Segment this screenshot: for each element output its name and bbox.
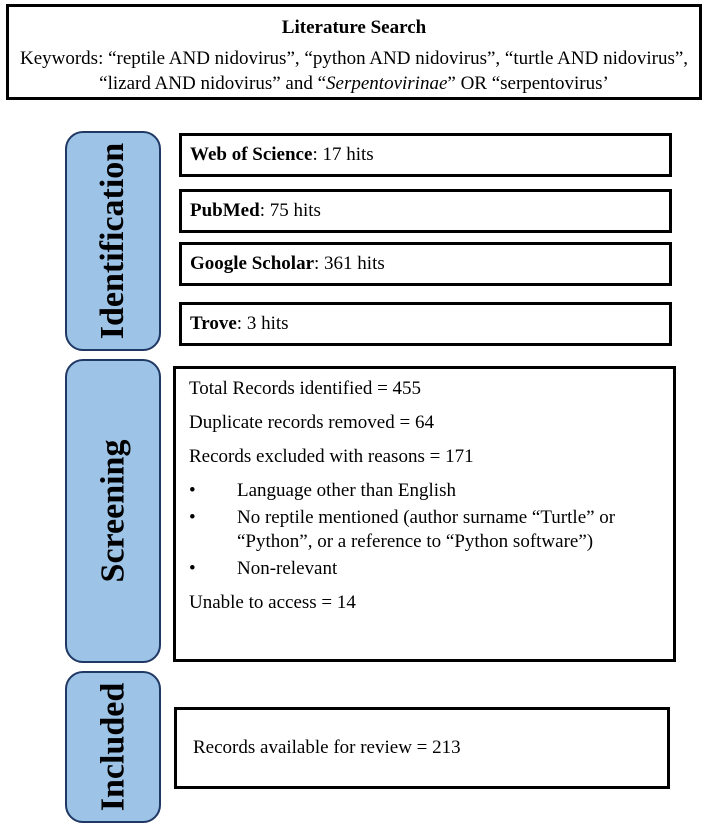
stage-screening — [65, 359, 161, 663]
source-name: Web of Science — [190, 144, 313, 165]
keywords-suffix: ” OR “serpentovirus’ — [447, 73, 609, 94]
reason-item — [189, 557, 663, 581]
unable-to-access: Unable to access = 14 — [189, 592, 356, 613]
source-name: PubMed — [190, 200, 260, 221]
screening-box — [173, 366, 676, 662]
source-name: Google Scholar — [190, 253, 315, 274]
source-trove — [179, 302, 672, 346]
reason-text: No reptile mentioned (author surname “Turtle” or “Python”, or a reference to “Python software”) — [237, 507, 616, 552]
source-google-scholar — [179, 242, 672, 286]
keywords-italic-term: Serpentovirinae — [326, 73, 448, 94]
exclusion-reasons — [189, 479, 663, 581]
keywords-text — [9, 46, 699, 96]
stage-identification — [65, 131, 161, 351]
bullet-icon: • — [189, 507, 196, 528]
source-hits: : 75 hits — [259, 200, 321, 221]
keywords-prefix: Keywords: “reptile AND nidovirus”, “python AND nidovirus”, “turtle AND nidovirus”, “lizard AND nidovirus” and “ — [19, 48, 689, 94]
reason-item — [189, 479, 663, 503]
source-hits: : 17 hits — [312, 144, 374, 165]
records-excluded: Records excluded with reasons = 171 — [189, 446, 474, 467]
reason-text: Language other than English — [237, 480, 456, 501]
duplicates-removed: Duplicate records removed = 64 — [189, 412, 434, 433]
reason-text: Non-relevant — [237, 558, 338, 579]
source-pubmed — [179, 189, 672, 233]
source-hits: : 361 hits — [314, 253, 385, 274]
bullet-icon: • — [189, 558, 196, 579]
literature-search-box — [6, 4, 702, 100]
source-web-of-science — [179, 133, 672, 177]
stage-included-label: Included — [94, 682, 131, 812]
stage-screening-label: Screening — [94, 439, 131, 583]
reason-item — [189, 506, 663, 554]
bullet-icon: • — [189, 480, 196, 501]
source-hits: : 3 hits — [236, 313, 289, 334]
literature-search-title: Literature Search — [281, 17, 427, 38]
included-box — [174, 707, 670, 789]
stage-included — [65, 671, 161, 823]
total-records: Total Records identified = 455 — [189, 378, 422, 399]
records-for-review: Records available for review = 213 — [193, 737, 461, 758]
source-name: Trove — [190, 313, 237, 334]
stage-identification-label: Identification — [94, 142, 132, 340]
